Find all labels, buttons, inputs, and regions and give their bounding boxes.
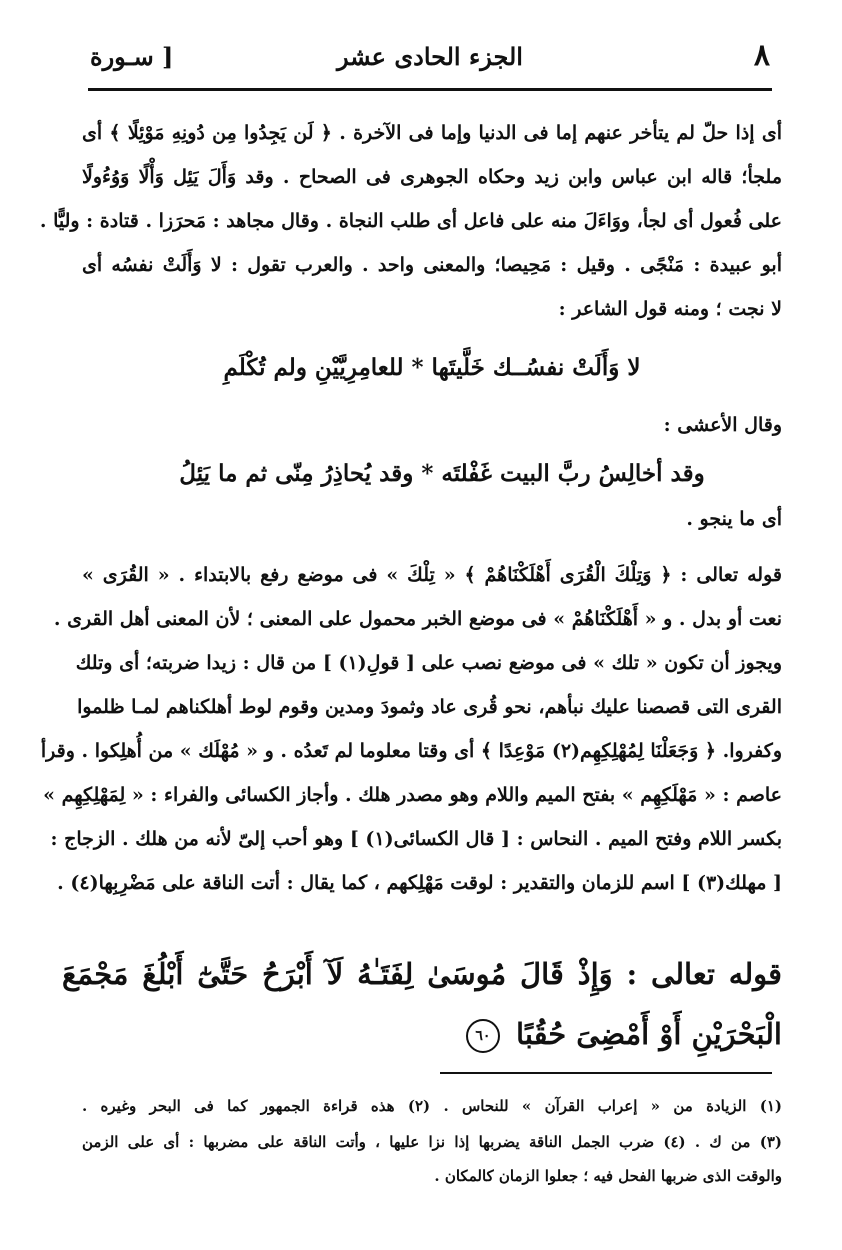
body-line: على فُعول أى لجأ، ووَاءَلَ منه على فاعل أى طلب النجاة . وقال مجاهد : مَحرَزا . قتادة : وليًّا .	[39, 210, 782, 232]
footnote-rule	[440, 1072, 772, 1074]
page-number: ٨	[753, 38, 770, 73]
page-header	[90, 38, 770, 78]
body-line: أبو عبيدة : مَنْجًى . وقيل : مَحِيصا؛ والمعنى واحد . والعرب تقول : لا وَأَلَتْ نفسُه أى	[82, 254, 782, 276]
body-line: ملجأ؛ قاله ابن عباس وابن زيد وحكاه الجوهرى فى الصحاح . وقد وَأَلَ يَئِل وَأْلًا وَوُءُولًا	[82, 166, 782, 188]
footnote-line: (٣) من ك . (٤) ضرب الجمل الناقة يضربها إذا نزا عليها ، وأتت الناقة على مضربها : أى على الزمن	[82, 1133, 782, 1151]
body-line: بكسر اللام وفتح الميم . النحاس : [ قال الكسائى(١) ] وهو أحب إلىّ لأنه من هلك . الزجاج :	[50, 828, 782, 850]
poetry-verse-1: لا وَأَلَتْ نفسُــك خَلَّيتَها * للعامِرِيَّيْنِ ولم تُكْلَمِ	[223, 354, 641, 381]
body-line: القرى التى قصصنا عليك نبأهم، نحو قُرى عاد وثمودَ ومدين وقوم لوط أهلكناهم لمـا ظلموا	[77, 696, 782, 718]
poet-intro: وقال الأعشى :	[663, 414, 782, 436]
quran-verse-text: الْبَحْرَيْنِ أَوْ أَمْضِىَ حُقُبًا	[516, 1017, 782, 1051]
body-line: نعت أو بدل . و « أَهْلَكْنَاهُمْ » فى موضع الخبر محمول على المعنى ؛ لأن المعنى أهل القرى .	[53, 608, 782, 630]
surah-label: [ سـورة	[90, 42, 174, 71]
body-line: أى إذا حلّ لم يتأخر عنهم إما فى الدنيا وإما فى الآخرة . ﴿ لَن يَجِدُوا مِن دُونِهِ مَوْئِلًا ﴾ أى	[82, 122, 782, 144]
body-line: [ مهلك(٣) ] اسم للزمان والتقدير : لوقت مَهْلِكهم ، كما يقال : أتت الناقة على مَضْرِبِها(٤) .	[57, 872, 782, 894]
body-line: وكفروا. ﴿ وَجَعَلْنَا لِمُهْلِكِهِم(٢) مَوْعِدًا ﴾ أى وقتا معلوما لم تَعدُه . و « مُهْلَك » من أُهلِكوا . وقرأ	[40, 740, 782, 762]
footnote-line: والوقت الذى ضربها الفحل فيه ؛ جعلوا الزمان كالمكان .	[434, 1167, 782, 1185]
body-line: ويجوز أن تكون « تلك » فى موضع نصب على [ قولِ(١) ] من قال : زيدا ضربته؛ أى وتلك	[75, 652, 782, 674]
quran-verse-line-2	[466, 1012, 782, 1056]
header-rule	[88, 88, 772, 91]
poetry-verse-2: وقد أخالِسُ ربَّ البيت غَفْلتَه * وقد يُحاذِرُ مِنّى ثم ما يَئِلُ	[179, 460, 705, 487]
body-line: لا نجت ؛ ومنه قول الشاعر :	[558, 298, 782, 320]
body-line: عاصم : « مَهْلَكِهِم » بفتح الميم واللام وهو مصدر هلك . وأجاز الكسائى والفراء : « لِمَهْلِكِهِم »	[43, 784, 782, 806]
running-title: الجزء الحادى عشر	[337, 42, 523, 71]
quran-verse-line: قوله تعالى : وَإِذْ قَالَ مُوسَىٰ لِفَتَـٰهُ لَآ أَبْرَحُ حَتَّىٰٓ أَبْلُغَ مَجْمَعَ	[62, 957, 782, 991]
body-line: أى ما ينجو .	[686, 508, 782, 530]
ayah-number-marker: ٦٠	[466, 1019, 500, 1053]
body-line: قوله تعالى : ﴿ وَتِلْكَ الْقُرَى أَهْلَكْنَاهُمْ ﴾ « تِلْكَ » فى موضع رفع بالابتداء . « القُرَى »	[82, 564, 782, 586]
footnote-line: (١) الزيادة من « إعراب القرآن » للنحاس . (٢) هذه قراءة الجمهور كما فى البحر وغيره .	[82, 1097, 782, 1115]
